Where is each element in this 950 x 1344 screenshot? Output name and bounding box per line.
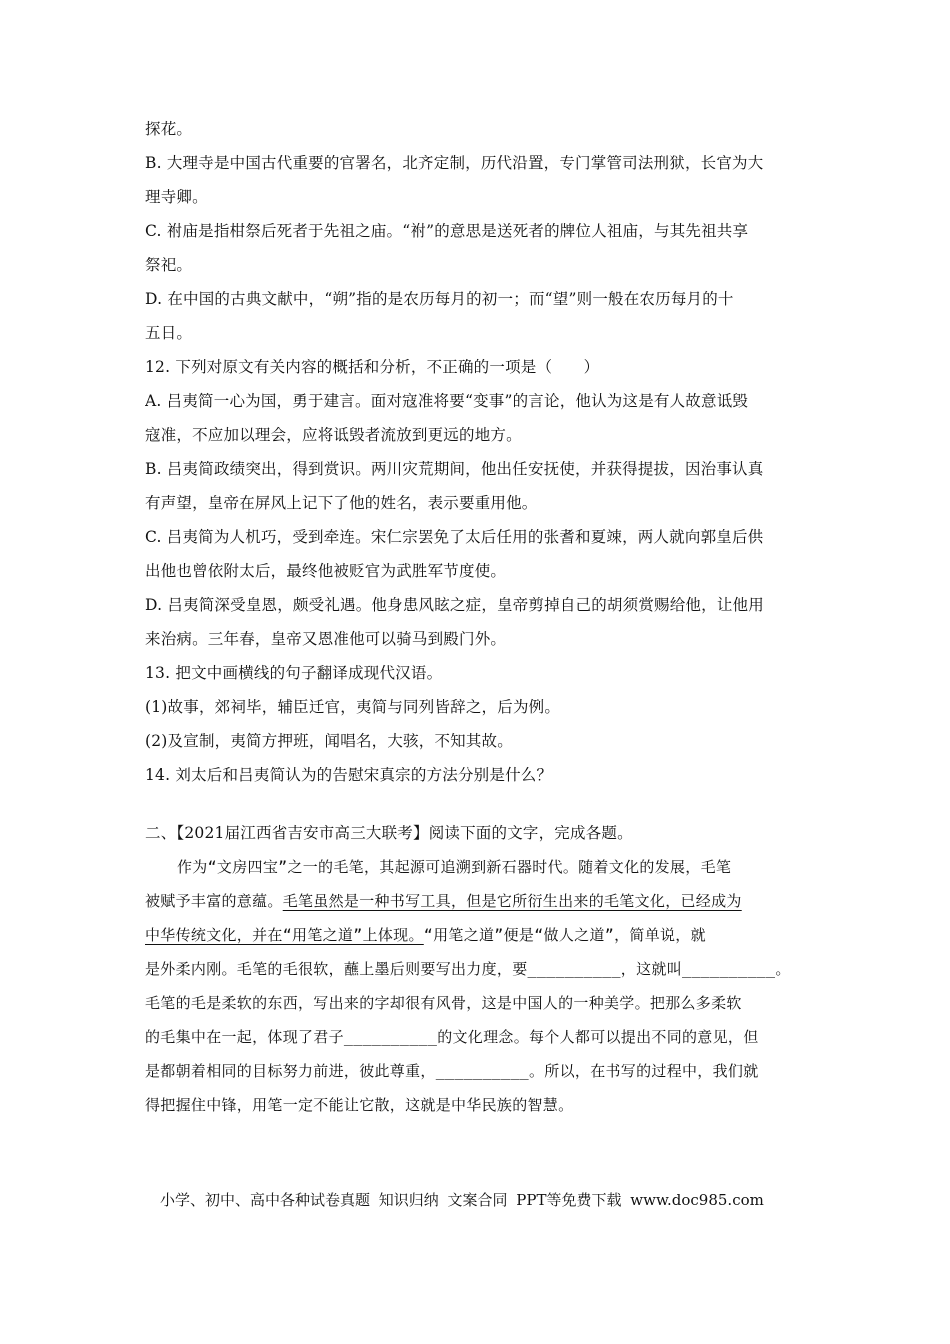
q12-option-a-line-1: A. 吕夷简一心为国，勇于建言。面对寇准将要“变事”的言论，他认为这是有人故意诋毁 xyxy=(145,392,749,410)
q12-option-d-line-1: D. 吕夷简深受皇恩，颇受礼遇。他身患风眩之症，皇帝剪掉自己的胡须赏赐给他，让他用 xyxy=(145,596,764,614)
passage-line-5: 毛笔的毛是柔软的东西，写出来的字却很有风骨，这是中国人的一种美学。把那么多柔软 xyxy=(145,994,742,1012)
q12-option-b-line-1: B. 吕夷简政绩突出，得到赏识。两川灾荒期间，他出任安抚使，并获得提拔，因治事认真 xyxy=(145,460,764,478)
passage-line-7: 是都朝着相同的目标努力前进，彼此尊重，__________。所以，在书写的过程中，我们就 xyxy=(145,1062,759,1080)
passage-line-8: 得把握住中锋，用笔一定不能让它散，这就是中华民族的智慧。 xyxy=(145,1096,574,1114)
option-c-line-2: 祭祀。 xyxy=(145,256,193,274)
q13-sentence-2: (2)及宣制，夷简方押班，闻唱名，大骇，不知其故。 xyxy=(145,732,513,750)
passage-line-6: 的毛集中在一起，体现了君子__________的文化理念。每个人都可以提出不同的意见，但 xyxy=(145,1028,759,1046)
option-b-line-1: B. 大理寺是中国古代重要的官署名，北齐定制，历代沿置，专门掌管司法刑狱，长官为大 xyxy=(145,154,764,172)
q12-option-a-line-2: 寇准，不应加以理会，应将诋毁者流放到更远的地方。 xyxy=(145,426,522,444)
passage-line-4: 是外柔内刚。毛笔的毛很软，蘸上墨后则要写出力度，要__________，这就叫__________。 xyxy=(145,960,791,978)
passage-text: 被赋予丰富的意蕴。 xyxy=(145,892,283,910)
passage-line-3 xyxy=(145,918,815,952)
document-body xyxy=(145,112,815,1122)
passage-line-2 xyxy=(145,884,815,918)
underlined-sentence: 中华传统文化，并在“用笔之道”上体现。 xyxy=(145,926,424,944)
page-footer: 小学、初中、高中各种试卷真题 知识归纳 文案合同 PPT等免费下载 www.doc985.com xyxy=(160,1191,764,1209)
q13-sentence-1: (1)故事，郊祠毕，辅臣迁官，夷简与同列皆辞之，后为例。 xyxy=(145,698,561,716)
section-title: 二、【2021届江西省吉安市高三大联考】阅读下面的文字，完成各题。 xyxy=(145,824,633,842)
text-line: 探花。 xyxy=(145,120,193,138)
option-c-line-1: C. 祔庙是指柑祭后死者于先祖之庙。“祔”的意思是送死者的牌位人祖庙，与其先祖共享 xyxy=(145,222,749,240)
underlined-sentence: 毛笔虽然是一种书写工具，但是它所衍生出来的毛笔文化，已经成为 xyxy=(282,892,742,910)
passage-text: “用笔之道”便是“做人之道”，简单说，就 xyxy=(423,926,706,944)
spacer xyxy=(145,792,815,816)
reading-passage xyxy=(145,850,815,1122)
option-b-line-2: 理寺卿。 xyxy=(145,188,208,206)
q12-option-b-line-2: 有声望，皇帝在屏风上记下了他的姓名，表示要重用他。 xyxy=(145,494,538,512)
q12-option-c-line-2: 出他也曾依附太后，最终他被贬官为武胜军节度使。 xyxy=(145,562,507,580)
option-d-line-2: 五日。 xyxy=(145,324,193,342)
question-13: 13. 把文中画横线的句子翻译成现代汉语。 xyxy=(145,664,443,682)
option-d-line-1: D. 在中国的古典文献中，“朔”指的是农历每月的初一；而“望”则一般在农历每月的十 xyxy=(145,290,734,308)
question-14: 14. 刘太后和吕夷简认为的告慰宋真宗的方法分别是什么？ xyxy=(145,766,553,784)
question-12: 12. 下列对原文有关内容的概括和分析，不正确的一项是（ ） xyxy=(145,358,600,376)
passage-line-1: 作为“文房四宝”之一的毛笔，其起源可追溯到新石器时代。随着文化的发展，毛笔 xyxy=(177,858,732,876)
q12-option-d-line-2: 来治病。三年春，皇帝又恩准他可以骑马到殿门外。 xyxy=(145,630,507,648)
q12-option-c-line-1: C. 吕夷简为人机巧，受到牵连。宋仁宗罢免了太后任用的张耆和夏竦，两人就向郭皇后供 xyxy=(145,528,764,546)
